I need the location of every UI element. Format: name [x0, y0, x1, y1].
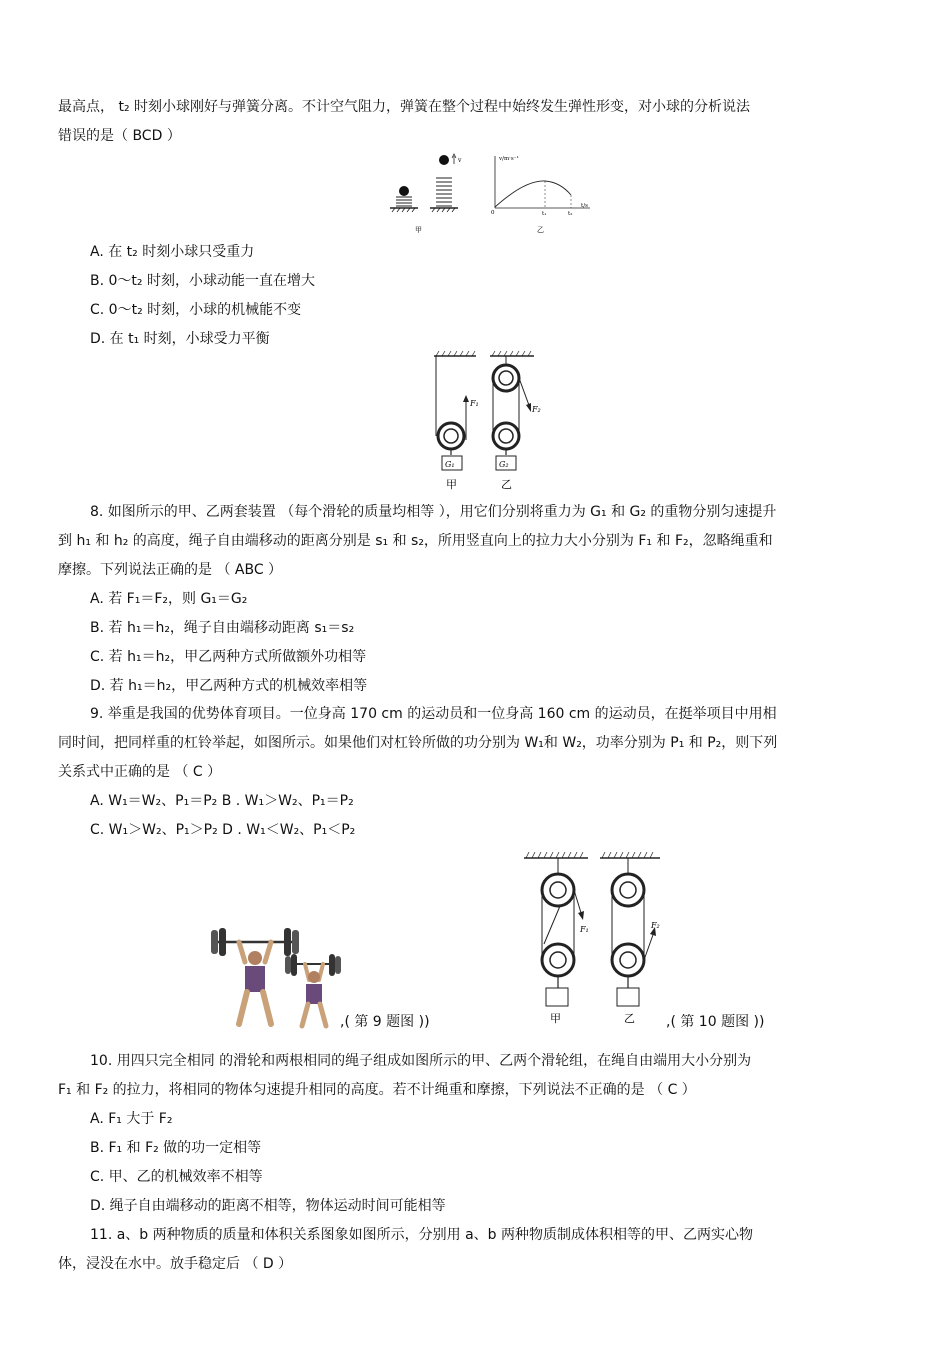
f2-label: F₂	[532, 405, 541, 414]
q10-f2-label: F₂	[651, 921, 660, 930]
label-jia: 甲	[446, 478, 457, 491]
q8-stem-line-2: 到 h₁ 和 h₂ 的高度，绳子自由端移动的距离分别是 s₁ 和 s₂，所用竖直向上的拉力大小分别为 F₁ 和 F₂，忽略绳重和	[58, 533, 773, 549]
q11-stem-line-2: 体，浸没在水中。放手稳定后 （ D ）	[58, 1256, 293, 1272]
graph-t2-label: t₂	[568, 211, 573, 217]
q10-option-d: D. 绳子自由端移动的距离不相等，物体运动时间可能相等	[90, 1198, 446, 1214]
label-yi: 乙	[501, 478, 512, 491]
q8-stem-line-3: 摩擦。下列说法正确的是 （ ABC ）	[58, 562, 283, 578]
q7-figure	[385, 150, 595, 238]
pulley-group-yi	[612, 858, 660, 1025]
ceiling-jia-q10	[524, 852, 588, 858]
q9-stem-line-2: 同时间，把同样重的杠铃举起，如图所示。如果他们对杠铃所做的功分别为 W₁和 W₂，功率分别为 P₁ 和 P₂，则下列	[58, 735, 778, 751]
q10-label-jia: 甲	[550, 1012, 561, 1025]
q10-figure-caption: ,( 第 10 题图 ))	[666, 1014, 765, 1030]
ceiling-yi-q10	[600, 852, 660, 858]
pulley-group-jia	[542, 858, 589, 1025]
q10-stem-line-1: 10. 用四只完全相同 的滑轮和两根相同的绳子组成如图所示的甲、乙两个滑轮组，在绳自由端用大小分别为	[90, 1053, 752, 1069]
pulley-block-yi	[493, 356, 541, 491]
q10-label-yi: 乙	[624, 1012, 635, 1025]
q9-options-ab: A. W₁＝W₂、P₁＝P₂ B . W₁＞W₂、P₁＝P₂	[90, 793, 354, 809]
q7-option-d: D. 在 t₁ 时刻，小球受力平衡	[90, 331, 270, 347]
q8-option-c: C. 若 h₁＝h₂，甲乙两种方式所做额外功相等	[90, 649, 367, 665]
graph-x-axis-label: t/s	[581, 203, 588, 209]
graph-y-axis-label: v/m·s⁻¹	[499, 156, 519, 162]
q10-option-a: A. F₁ 大于 F₂	[90, 1111, 173, 1127]
g1-label: G₁	[445, 460, 455, 469]
velocity-time-graph	[491, 155, 590, 217]
q7-option-a: A. 在 t₂ 时刻小球只受重力	[90, 244, 255, 260]
q10-option-c: C. 甲、乙的机械效率不相等	[90, 1169, 263, 1185]
graph-origin-label: 0	[491, 210, 495, 216]
ceiling-yi	[490, 351, 534, 356]
q8-option-a: A. 若 F₁＝F₂，则 G₁＝G₂	[90, 591, 248, 607]
ball-on-spring-diagram	[390, 186, 418, 212]
q10-stem-line-2: F₁ 和 F₂ 的拉力，将相同的物体匀速提升相同的高度。若不计绳重和摩擦，下列说法不正确的是 （ C ）	[58, 1082, 696, 1098]
q10-option-b: B. F₁ 和 F₂ 做的功一定相等	[90, 1140, 262, 1156]
q10-pulley-figure	[520, 850, 670, 1030]
q7-option-c: C. 0～t₂ 时刻，小球的机械能不变	[90, 302, 302, 318]
q9-figure-caption: ,( 第 9 题图 ))	[340, 1014, 430, 1030]
q8-pulley-figure	[428, 350, 558, 496]
q9-stem-line-1: 9. 举重是我国的优势体育项目。一位身高 170 cm 的运动员和一位身高 160 cm 的运动员，在挺举项目中用相	[90, 706, 777, 722]
q10-f1-label: F₁	[580, 925, 589, 934]
g2-label: G₂	[499, 460, 509, 469]
q7-stem-line-1: 最高点， t₂ 时刻小球刚好与弹簧分离。不计空气阻力，弹簧在整个过程中始终发生弹性形变，对小球的分析说法	[58, 99, 750, 115]
weightlifter-tall	[211, 928, 299, 1024]
q9-options-cd: C. W₁＞W₂、P₁＞P₂ D . W₁＜W₂、P₁＜P₂	[90, 822, 356, 838]
weightlifter-short	[285, 954, 341, 1026]
q7-stem-line-2: 错误的是（ BCD ）	[58, 128, 181, 144]
figure-label-jia: 甲	[415, 226, 422, 234]
figure-label-yi: 乙	[537, 226, 544, 234]
q7-option-b: B. 0～t₂ 时刻，小球动能一直在增大	[90, 273, 315, 289]
velocity-label: v	[458, 157, 462, 164]
q8-option-b: B. 若 h₁＝h₂，绳子自由端移动距离 s₁＝s₂	[90, 620, 355, 636]
f1-label: F₁	[470, 399, 479, 408]
q11-stem-line-1: 11. a、b 两种物质的质量和体积关系图象如图所示，分别用 a、b 两种物质制成体积相等的甲、乙两实心物	[90, 1227, 753, 1243]
q9-weightlifters-figure	[205, 920, 345, 1030]
released-spring-diagram	[430, 154, 462, 212]
graph-t1-label: t₁	[542, 211, 547, 217]
ceiling-jia	[434, 351, 476, 356]
q9-stem-line-3: 关系式中正确的是 （ C ）	[58, 764, 222, 780]
q8-stem-line-1: 8. 如图所示的甲、乙两套装置 （每个滑轮的质量均相等 ），用它们分别将重力为 G₁ 和 G₂ 的重物分别匀速提升	[90, 504, 777, 520]
movable-pulley-jia	[436, 356, 479, 491]
q8-option-d: D. 若 h₁＝h₂，甲乙两种方式的机械效率相等	[90, 678, 368, 694]
